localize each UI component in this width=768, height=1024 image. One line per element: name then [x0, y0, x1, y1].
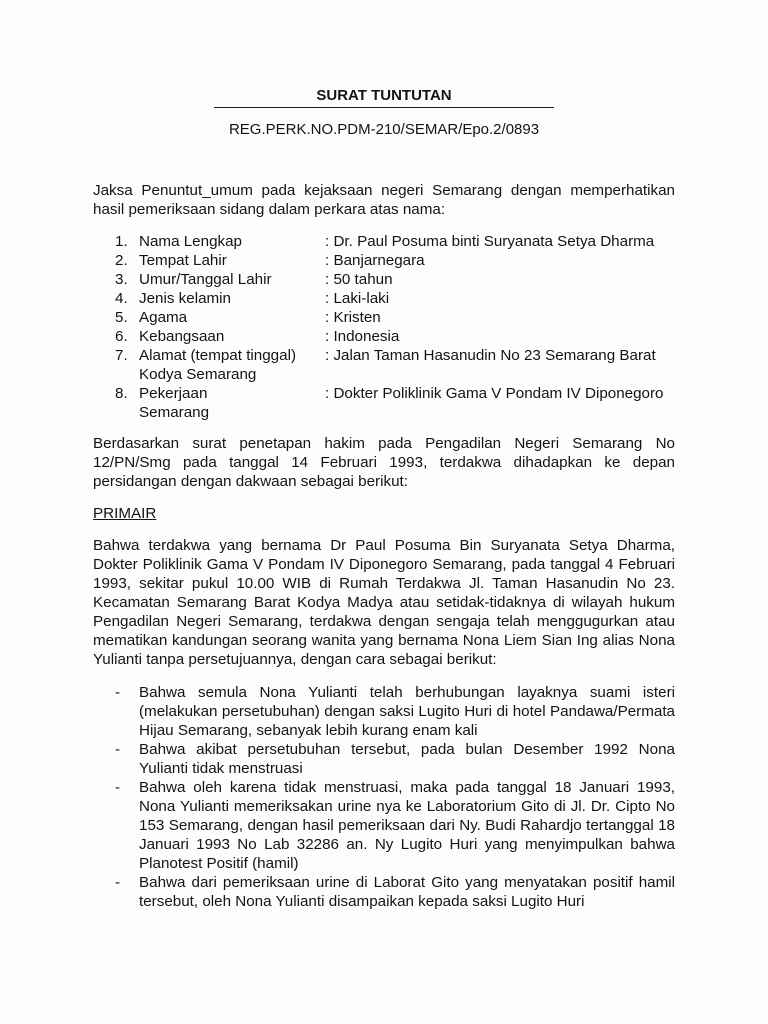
identity-value: : Laki-laki [325, 290, 390, 307]
identity-number: 6. [115, 328, 128, 345]
identity-label: Agama [139, 309, 188, 326]
identity-label: Kebangsaan [139, 328, 225, 345]
identity-number: 7. [115, 347, 128, 364]
identity-value: : Jalan Taman Hasanudin No 23 Semarang Barat [325, 347, 656, 364]
identity-item [93, 270, 675, 289]
identity-continuation: Semarang [139, 404, 210, 421]
list-item [93, 873, 675, 911]
points-list [93, 683, 675, 911]
identity-item [93, 232, 675, 251]
identity-number: 3. [115, 271, 128, 288]
document-title: SURAT TUNTUTAN [316, 87, 452, 104]
identity-label: Tempat Lahir [139, 252, 227, 269]
list-item [93, 683, 675, 740]
identity-label: Pekerjaan [139, 385, 208, 402]
identity-label: Nama Lengkap [139, 233, 243, 250]
identity-value: : 50 tahun [325, 271, 393, 288]
identity-item [93, 289, 675, 308]
identity-item [93, 346, 675, 384]
identity-number: 4. [115, 290, 128, 307]
identity-value: : Kristen [325, 309, 381, 326]
identity-label: Umur/Tanggal Lahir [139, 271, 272, 288]
identity-label: Jenis kelamin [139, 290, 232, 307]
point-text: Bahwa oleh karena tidak menstruasi, maka pada tanggal 18 Januari 1993, Nona Yulianti memeriksakan urine nya ke Laboratorium Gito di Jl. Dr. Cipto No 153 Semarang, dengan hasil pemeriksaan dari Ny. Budi Rahardjo tertanggal 18 Januari 1993 No Lab 32286 an. Ny Lugito Huri yang menyimpulkan bahwa Planotest Positif (hamil) [139, 779, 675, 872]
identity-value: : Dokter Poliklinik Gama V Pondam IV Diponegoro [325, 385, 664, 402]
identity-item [93, 327, 675, 346]
point-text: Bahwa semula Nona Yulianti telah berhubungan layaknya suami isteri (melakukan persetubuhan) dengan saksi Lugito Huri di hotel Pandawa/Permata Hijau Semarang, sebanyak lebih kurang enam kali [139, 684, 675, 739]
title-underline [214, 107, 554, 108]
ruling-paragraph: Berdasarkan surat penetapan hakim pada Pengadilan Negeri Semarang No 12/PN/Smg pada tanggal 14 Februari 1993, terdakwa dihadapkan ke depan persidangan dengan dakwaan sebagai berikut: [93, 435, 675, 490]
identity-number: 1. [115, 233, 128, 250]
identity-list [93, 232, 675, 422]
identity-item [93, 251, 675, 270]
list-item [93, 740, 675, 778]
document-body [93, 181, 675, 911]
point-text: Bahwa akibat persetubuhan tersebut, pada bulan Desember 1992 Nona Yulianti tidak menstruasi [139, 741, 675, 777]
point-text: Bahwa dari pemeriksaan urine di Laborat Gito yang menyatakan positif hamil tersebut, oleh Nona Yulianti disampaikan kepada saksi Lugito Huri [139, 874, 675, 910]
dash-marker: - [115, 779, 121, 796]
identity-label: Alamat (tempat tinggal) [139, 347, 297, 364]
identity-number: 8. [115, 385, 128, 402]
identity-continuation: Kodya Semarang [139, 366, 257, 383]
list-item [93, 778, 675, 873]
identity-number: 5. [115, 309, 128, 326]
identity-value: : Indonesia [325, 328, 400, 345]
dash-marker: - [115, 684, 121, 701]
dash-marker: - [115, 741, 121, 758]
intro-paragraph: Jaksa Penuntut_umum pada kejaksaan negeri Semarang dengan memperhatikan hasil pemeriksaan sidang dalam perkara atas nama: [93, 182, 675, 218]
registration-number: REG.PERK.NO.PDM-210/SEMAR/Epo.2/0893 [228, 121, 540, 138]
primair-heading: PRIMAIR [93, 505, 157, 522]
identity-item [93, 308, 675, 327]
dash-marker: - [115, 874, 121, 891]
primair-paragraph: Bahwa terdakwa yang bernama Dr Paul Posuma Bin Suryanata Setya Dharma, Dokter Poliklinik Gama V Pondam IV Diponegoro Semarang, pada tanggal 4 Februari 1993, sekitar pukul 10.00 WIB di Rumah Terdakwa Jl. Taman Hasanudin No 23. Kecamatan Semarang Barat Kodya Madya atau setidak-tidaknya di wilayah hukum Pengadilan Negeri Semarang, terdakwa dengan sengaja telah menggugurkan atau mematikan kandungan seorang wanita yang bernama Nona Liem Sian Ing alias Nona Yulianti tanpa persetujuannya, dengan cara sebagai berikut: [93, 537, 675, 668]
identity-item [93, 384, 675, 422]
identity-value: : Banjarnegara [325, 252, 425, 269]
identity-value: : Dr. Paul Posuma binti Suryanata Setya Dharma [325, 233, 655, 250]
identity-number: 2. [115, 252, 128, 269]
